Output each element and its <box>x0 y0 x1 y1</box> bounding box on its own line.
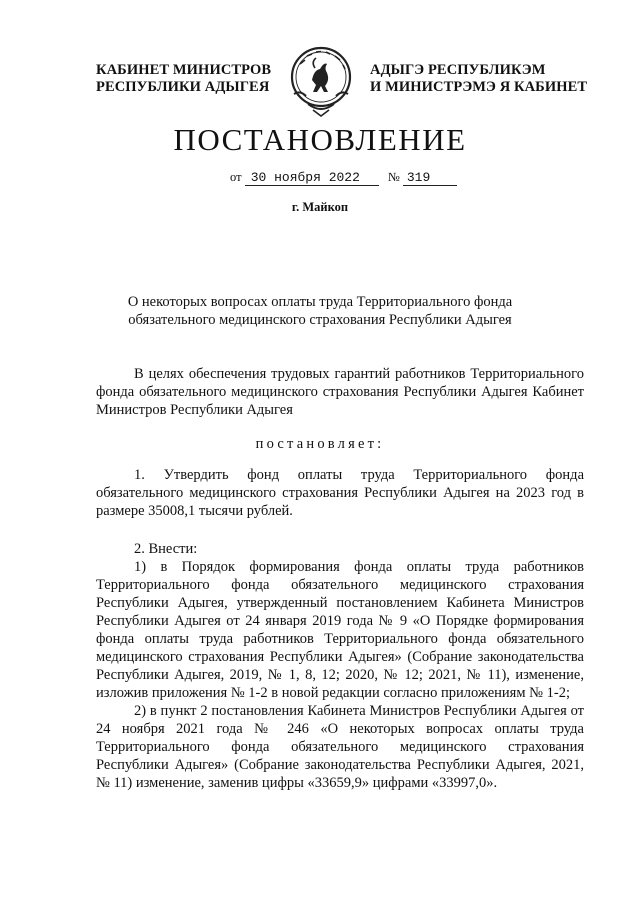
item-1-text: 1. Утвердить фонд оплаты труда Территориального фонда обязательного медицинского страхования Республики Адыгея на 2023 год в размере 35008,1 тысячи рублей. <box>96 467 584 519</box>
issuer-line-2: РЕСПУБЛИКИ АДЫГЕЯ <box>96 79 270 95</box>
item-1-block <box>96 466 584 520</box>
issuer-adyghe-line-1: АДЫГЭ РЕСПУБЛИКЭМ <box>370 62 546 78</box>
issuer-name-russian <box>96 62 271 96</box>
item-2-block <box>96 540 584 792</box>
decree-word: постановляет: <box>255 436 385 452</box>
issuer-name-adyghe <box>370 62 587 96</box>
document-date: 30 ноября 2022 <box>245 170 379 186</box>
date-number-line <box>230 170 457 186</box>
item-2-sub-2: 2) в пункт 2 постановления Кабинета Министров Республики Адыгея от 24 ноября 2021 года № 246 «О некоторых вопросах оплаты труда Территориального фонда обязательного медицинского страхования Республики Адыгея» (Собрание законодательства Республики Адыгея, 2021, № 11) изменение, заменив цифры «33659,9» цифрами «33997,0». <box>96 703 584 791</box>
preamble-text: В целях обеспечения трудовых гарантий работников Территориального фонда обязательного медицинского страхования Республики Адыгея Кабинет Министров Республики Адыгея <box>96 366 584 418</box>
subject-line-1: О некоторых вопросах оплаты труда Территориального фонда <box>127 294 513 310</box>
issuer-line-1: КАБИНЕТ МИНИСТРОВ <box>96 62 272 78</box>
republic-emblem-icon <box>280 40 362 122</box>
item-2-intro: 2. Внести: <box>134 541 198 557</box>
document-title: ПОСТАНОВЛЕНИЕ <box>173 122 467 157</box>
date-prefix: от <box>230 170 242 184</box>
preamble-block <box>96 365 584 419</box>
subject-line-2: обязательного медицинского страхования Республики Адыгея <box>128 312 512 328</box>
number-prefix: № <box>387 170 400 184</box>
issue-city: г. Майкоп <box>291 200 349 214</box>
issuer-adyghe-line-2: И МИНИСТРЭМЭ Я КАБИНЕТ <box>370 79 588 95</box>
item-2-sub-1: 1) в Порядок формирования фонда оплаты труда работников Территориального фонда обязательного медицинского страхования Республики Адыгея, утвержденный постановлением Кабинета Министров Республики Адыгея от 24 января 2019 года № 9 «О Порядке формирования фонда оплаты труда работников Территориального фонда обязательного медицинского страхования Республики Адыгея» (Собрание законодательства Республики Адыгея, 2019, № 1, 8, 12; 2020, № 12; 2021, № 11), изменение, изложив приложения № 1-2 в новой редакции согласно приложениям № 1-2; <box>96 559 584 701</box>
document-subject <box>0 293 640 329</box>
document-number: 319 <box>403 170 457 186</box>
